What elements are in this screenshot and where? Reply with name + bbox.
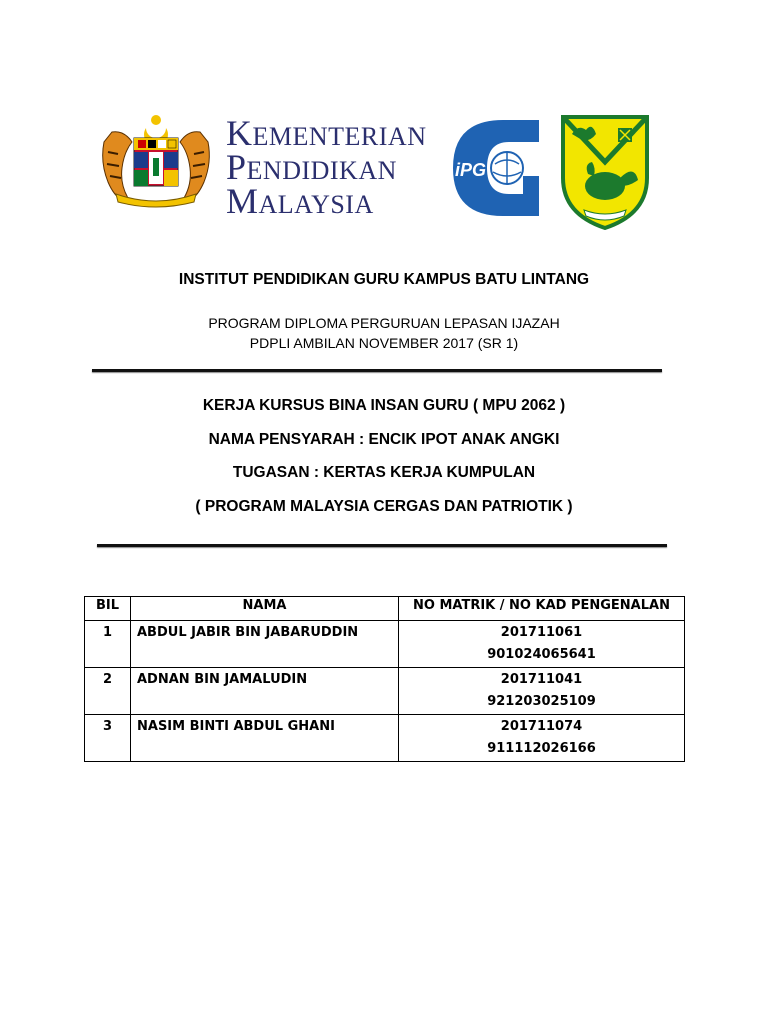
column-header-nama: NAMA <box>131 597 399 621</box>
assignment-title: TUGASAN : KERTAS KERJA KUMPULAN <box>232 464 536 481</box>
row-nama: NASIM BINTI ABDUL GHANI <box>131 715 399 762</box>
ic-number: 901024065641 <box>487 647 596 662</box>
ic-number: 911112026166 <box>487 741 596 756</box>
row-bil: 2 <box>85 668 131 715</box>
lecturer-name: NAMA PENSYARAH : ENCIK IPOT ANAK ANGKI <box>208 431 560 448</box>
row-no-matrik <box>399 715 685 762</box>
program-title: ( PROGRAM MALAYSIA CERGAS DAN PATRIOTIK ) <box>195 498 573 515</box>
divider-top <box>92 369 662 372</box>
matrik-number: 201711041 <box>500 672 583 687</box>
ministry-line-3: MALAYSIA <box>226 181 374 221</box>
row-bil: 1 <box>85 621 131 668</box>
institute-name: INSTITUT PENDIDIKAN GURU KAMPUS BATU LINTANG <box>178 271 590 288</box>
divider-bottom <box>97 544 667 547</box>
column-header-bil: BIL <box>85 597 131 621</box>
table-header-row <box>85 597 685 621</box>
course-title: KERJA KURSUS BINA INSAN GURU ( MPU 2062 ) <box>202 397 566 414</box>
row-nama: ABDUL JABIR BIN JABARUDDIN <box>131 621 399 668</box>
coat-of-arms-logo <box>98 112 214 208</box>
campus-crest-logo <box>560 114 650 230</box>
program-line-2: PDPLI AMBILAN NOVEMBER 2017 (SR 1) <box>249 335 519 351</box>
column-header-no-matrik: NO MATRIK / NO KAD PENGENALAN <box>399 597 685 621</box>
members-table <box>84 596 685 762</box>
matrik-number: 201711061 <box>500 625 583 640</box>
ministry-line-2: PENDIDIKAN <box>226 147 397 187</box>
row-bil: 3 <box>85 715 131 762</box>
table-row <box>85 621 685 668</box>
row-no-matrik <box>399 668 685 715</box>
matrik-number: 201711074 <box>500 719 583 734</box>
ipg-logo-text: iPG <box>455 160 487 180</box>
ministry-line-1: KEMENTERIAN <box>226 113 427 153</box>
table-row <box>85 715 685 762</box>
ministry-name <box>226 113 427 221</box>
ic-number: 921203025109 <box>487 694 596 709</box>
row-nama: ADNAN BIN JAMALUDIN <box>131 668 399 715</box>
program-line-1: PROGRAM DIPLOMA PERGURUAN LEPASAN IJAZAH <box>208 315 560 331</box>
table-row <box>85 668 685 715</box>
ipg-logo <box>447 112 543 224</box>
row-no-matrik <box>399 621 685 668</box>
